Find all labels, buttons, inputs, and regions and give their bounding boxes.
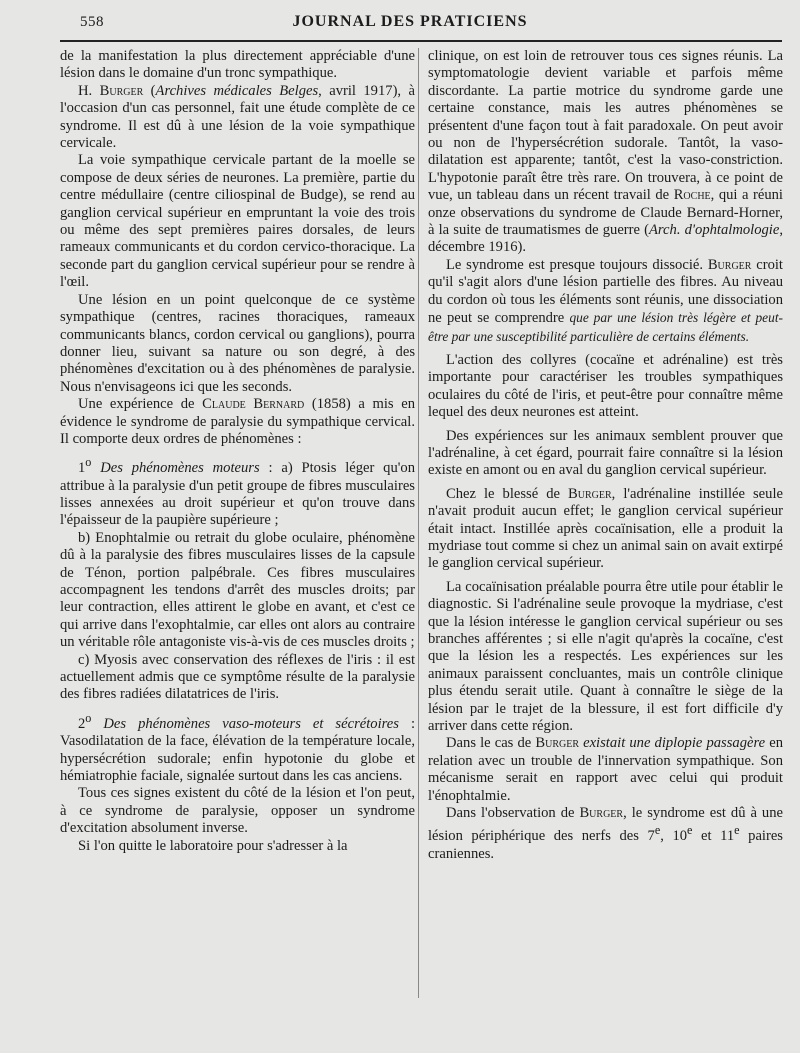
- paragraph: c) Myosis avec conservation des réflexes de l'iris : il est actuellement admis que ce symptôme résulte de la paralysie des fibres radiées dilatatrices de l'iris.: [60, 651, 415, 703]
- italic-emphasis: que par une lésion très légère et peut-être par une susceptibilité particulière de certains éléments.: [428, 310, 783, 344]
- paragraph: La voie sympathique cervicale partant de la moelle se compose de deux séries de neurones. La première, partie du centre médullaire (centre ciliospinal de Budge), se rend au ganglion cervical supérieur en empruntant la voie des trois ou même des sept premières paires dorsales, de leurs rameaux communicants et du cordon cervico-thoracique. La seconde part du ganglion cervical supérieur pour se rendre à l'œil.: [60, 152, 415, 291]
- paragraph: Dans le cas de Burger existait une diplopie passagère en relation avec un trouble de l'innervation sympathique. Son mécanisme serait en rapport avec celui qui produit l'énophtalmie.: [428, 735, 783, 804]
- right-column: [428, 48, 783, 863]
- paragraph: clinique, on est loin de retrouver tous ces signes réunis. La symptomatologie devient variable et parfois même discordante. La partie motrice du syndrome garde une certaine constance, mais les autres phénomènes se présentent d'une façon tout à fait paradoxale. On peut avoir ou non de l'hypersécrétion sudorale. Tantôt, la vaso-dilatation est apparente; tantôt, c'est la vaso-constriction. L'hypotonie paraît être très rare. On trouvera, à ce point de vue, un tableau dans un récent travail de Roche, qui a réuni onze observations du syndrome de Claude Bernard-Horner, à la suite de traumatismes de guerre (Arch. d'ophtalmologie, décembre 1916).: [428, 48, 783, 256]
- paragraph: Une lésion en un point quelconque de ce système sympathique (centres, racines thoraciques, rameaux communicants blancs, cordon cervical ou ganglions), pourra donner lieu, suivant sa nature ou son degré, à des phénomènes d'excitation ou à des phénomènes de paralysie. Nous n'envisageons ici que les seconds.: [60, 291, 415, 395]
- page-number: 558: [80, 14, 104, 30]
- author-name: Claude Bernard: [202, 396, 305, 413]
- paragraph: 2$^o$ Des phénomènes vaso-moteurs et sécrétoires : Vasodilatation de la face, élévation de la température locale, hypersécrétion sudorale; enfin hypotonie du globe et hémiatrophie faciale, signalée surtout dans les cas anciens.: [60, 710, 416, 784]
- author-name: Roche: [673, 187, 711, 204]
- page-header: [60, 8, 760, 36]
- author-name: Burger: [568, 485, 612, 502]
- paragraph: de la manifestation la plus directement appréciable d'une lésion dans le domaine d'un tronc sympathique.: [60, 48, 415, 82]
- header-rule: [60, 40, 782, 42]
- source-title: Archives médicales Belges: [155, 82, 319, 99]
- paragraph: Dans l'observation de Burger, le syndrome est dû à une lésion périphérique des nerfs des 7e, 10e et 11e paires craniennes.: [428, 805, 784, 862]
- section-heading: Des phénomènes moteurs: [91, 460, 260, 477]
- paragraph: La cocaïnisation préalable pourra être utile pour établir le diagnostic. Si l'adrénaline seule provoque la mydriase, c'est que la lésion intéresse le ganglion cervical supérieur ou ses branches afférentes ; si elle n'agit qu'après la cocaïne, c'est que la lésion les a respectés. Les expériences sur les animaux paraissent concluantes, mais un contrôle clinique plus étendu serait utile. Quant à connaître le siège de la lésion par le trajet de la blessure, il est fort difficile d'y arriver dans cette région.: [428, 578, 783, 735]
- paragraph: L'action des collyres (cocaïne et adrénaline) est très importante pour caractériser les troubles sympathiques oculaires du côté de l'iris, et peut-être pour connaître même lequel des deux neurones est atteint.: [428, 351, 783, 421]
- author-name: Burger: [535, 735, 579, 752]
- left-column: [60, 48, 415, 855]
- section-heading: Des phénomènes vaso-moteurs et sécrétoires: [91, 715, 399, 732]
- paragraph: Des expériences sur les animaux semblent prouver que l'adrénaline, à cet égard, pourrait faire connaître si la lésion existe en amont ou en aval du ganglion cervical supérieur.: [428, 427, 783, 479]
- paragraph: 1$^o$ Des phénomènes moteurs : a) Ptosis léger qu'on attribue à la paralysie d'un petit groupe de fibres musculaires lisses annexées au droit supérieur et qu'on trouve dans l'épaisseur de la paupière supérieure ;: [60, 455, 415, 529]
- paragraph: Tous ces signes existent du côté de la lésion et l'on peut, à ce syndrome de paralysie, opposer un syndrome d'excitation absolument inverse.: [60, 785, 415, 837]
- paragraph: b) Enophtalmie ou retrait du globe oculaire, phénomène dû à la paralysie des fibres musculaires lisses de la capsule de Ténon, portion palpébrale. Ces fibres musculaires accompagnent les tendons d'arrêt des muscles droits; par leur contraction, elles attirent le globe en avant, et c'est ce qui arrive dans l'exophtalmie, car elles ont alors au contraire un véritable rôle antagoniste vis-à-vis de ces muscles droits ;: [60, 529, 415, 651]
- author-name: Burger: [707, 256, 752, 273]
- column-divider: [418, 48, 419, 998]
- paragraph: Une expérience de Claude Bernard (1858) a mis en évidence le syndrome de paralysie du sympathique cervical. Il comporte deux ordres de phénomènes :: [60, 396, 415, 447]
- paragraph: H. Burger (Archives médicales Belges, avril 1917), à l'occasion d'un cas personnel, fait une étude complète de ce syndrome. Il est dû à une lésion de la voie sympathique cervicale.: [60, 82, 415, 152]
- source-title: Arch. d'ophtalmologie: [649, 222, 780, 239]
- author-name: Burger: [99, 82, 144, 99]
- author-name: Burger: [579, 805, 624, 822]
- paragraph: Chez le blessé de Burger, l'adrénaline instillée seule n'avait produit aucun effet; le ganglion cervical supérieur était intact. Instillée après cocaïnisation, elle a produit la mydriase tout comme si chez un animal sain on avait extirpé le ganglion cervical supérieur.: [428, 485, 783, 572]
- journal-title: JOURNAL DES PRATICIENS: [292, 13, 528, 30]
- paragraph: Si l'on quitte le laboratoire pour s'adresser à la: [78, 837, 348, 854]
- paragraph: Le syndrome est presque toujours dissocié. Burger croit qu'il s'agit alors d'une lésion partielle des fibres. Au niveau du cordon où tous les éléments sont réunis, une dissociation ne peut se comprendre que par une lésion très légère et peut-être par une susceptibilité particulière de certains éléments.: [428, 256, 783, 344]
- italic-emphasis: existait une diplopie passagère: [579, 735, 766, 752]
